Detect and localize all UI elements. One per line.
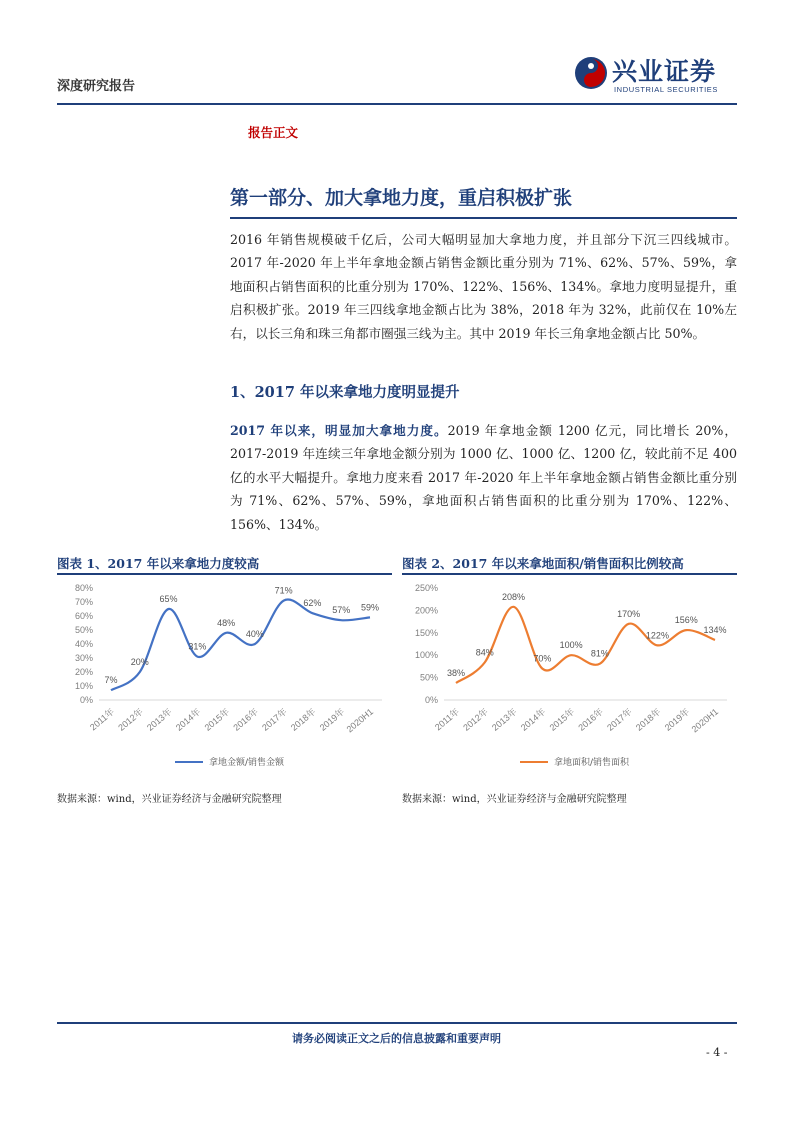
- figure-1-divider: [57, 573, 392, 575]
- figure-1-source: 数据来源：wind，兴业证券经济与金融研究院整理: [57, 794, 282, 805]
- chart-1-y-tick: 60%: [74, 611, 93, 621]
- chart-2-y-tick: 0%: [424, 695, 438, 705]
- chart-2-x-tick: 2015年: [547, 706, 577, 733]
- chart-1-legend-label: 拿地金额/销售金额: [209, 758, 285, 768]
- chart-1-x-tick: 2019年: [317, 706, 347, 733]
- chart-1-y-tick: 40%: [74, 639, 93, 649]
- chart-2-y-tick: 50%: [419, 672, 438, 683]
- chart-1-data-label: 65%: [159, 594, 178, 604]
- paragraph-2-body: 2019 年拿地金额 1200 亿元，同比增长 20%，2017-2019 年连续三年拿地金额分别为 1000 亿、1000 亿、1200 亿，较此前不足 400 亿的水平大幅提升。拿地力度来看 2017 年-2020 年上半年拿地金额占销售金额比重分别为 71%、62%、57%、59%，拿地面积占销售面积的比重分别为 170%、122%、156%、134%。: [230, 423, 738, 532]
- chart-1-x-tick: 2017年: [260, 706, 289, 733]
- chart-1-y-tick: 10%: [74, 681, 93, 691]
- part-divider: [230, 217, 737, 219]
- figure-2-title: 图表 2、2017 年以来拿地面积/销售面积比例较高: [402, 556, 684, 571]
- chart-1-data-label: 71%: [274, 585, 293, 596]
- logo-cn: 兴业证券: [612, 57, 717, 86]
- chart-1-data-label: 7%: [104, 675, 118, 686]
- chart-2-y-tick: 250%: [414, 583, 438, 593]
- chart-1-data-label: 31%: [188, 641, 207, 652]
- chart-2-x-tick: 2014年: [518, 706, 548, 733]
- paragraph-2-lead: 2017 年以来，明显加大拿地力度。: [230, 423, 448, 438]
- chart-2-data-label: 170%: [617, 608, 641, 619]
- paragraph-1: 2016 年销售规模破千亿后，公司大幅明显加大拿地力度，并且部分下沉三四线城市。2017 年-2020 年上半年拿地金额占销售金额比重分别为 71%、62%、57%、59%，拿地面积占销售面积的比重分别为 170%、122%、156%、134%。拿地力度明显提升，重启积极扩张。2019 年三四线拿地金额占比为 38%，2018 年为 32%，此前仅在 10%左右，以长三角和珠三角都市圈强三线为主。其中 2019 年长三角拿地金额占比 50%。: [230, 232, 737, 341]
- paragraph-2: [230, 419, 737, 536]
- chart-2-x-tick: 2017年: [605, 706, 634, 733]
- chart-2-data-label: 70%: [533, 653, 552, 664]
- chart-2-data-label: 208%: [502, 591, 526, 602]
- chart-1-data-label: 62%: [303, 598, 322, 609]
- chart-1-y-tick: 30%: [74, 653, 93, 663]
- footer-divider: [57, 1022, 737, 1024]
- chart-2-x-tick: 2016年: [576, 706, 606, 733]
- section-tag: 报告正文: [248, 125, 299, 140]
- company-logo: [572, 52, 737, 98]
- chart-1-x-tick: 2016年: [231, 706, 261, 733]
- part-title: 第一部分、加大拿地力度，重启积极扩张: [230, 187, 573, 209]
- logo-icon: [574, 56, 608, 90]
- chart-1-data-label: 57%: [332, 605, 351, 616]
- chart-1-y-tick: 50%: [74, 625, 93, 635]
- chart-1-data-label: 20%: [130, 657, 149, 667]
- chart-2-x-tick: 2018年: [633, 706, 663, 733]
- chart-2-x-tick: 2012年: [461, 706, 490, 733]
- chart-2-y-tick: 150%: [414, 627, 438, 638]
- chart-1-x-tick: 2013年: [145, 706, 174, 733]
- chart-2: [402, 576, 737, 776]
- chart-1-x-tick: 2015年: [202, 706, 232, 733]
- chart-2-y-tick: 200%: [414, 605, 438, 616]
- chart-2-x-tick: 2020H1: [689, 706, 721, 735]
- chart-1-series-line: [111, 600, 370, 691]
- chart-2-data-label: 134%: [703, 624, 727, 635]
- chart-1-x-tick: 2011年: [87, 706, 117, 733]
- chart-2-data-label: 84%: [475, 647, 494, 658]
- sub-title: 1、2017 年以来拿地力度明显提升: [230, 384, 460, 401]
- figure-1-title: 图表 1、2017 年以来拿地力度较高: [57, 556, 260, 571]
- chart-2-data-label: 156%: [674, 615, 698, 626]
- footer-disclaimer: 请务必阅读正文之后的信息披露和重要声明: [292, 1032, 501, 1045]
- chart-2-data-label: 100%: [559, 640, 583, 651]
- chart-2-data-label: 38%: [446, 667, 466, 678]
- chart-2-x-tick: 2013年: [490, 706, 519, 733]
- chart-1-y-tick: 70%: [74, 597, 93, 607]
- chart-1-y-tick: 0%: [79, 695, 93, 705]
- header-divider: [57, 103, 737, 105]
- chart-2-legend-label: 拿地面积/销售面积: [554, 758, 630, 768]
- chart-2-x-tick: 2019年: [662, 706, 692, 733]
- figure-2-source: 数据来源：wind，兴业证券经济与金融研究院整理: [402, 794, 627, 805]
- logo-en: INDUSTRIAL SECURITIES: [614, 85, 719, 94]
- chart-1-data-label: 40%: [245, 629, 264, 639]
- chart-1-x-tick: 2014年: [173, 706, 203, 733]
- chart-2-y-tick: 100%: [414, 650, 438, 661]
- chart-1-y-tick: 20%: [74, 667, 93, 677]
- chart-1-y-tick: 80%: [74, 583, 93, 593]
- chart-2-x-tick: 2011年: [432, 706, 462, 733]
- chart-2-data-label: 122%: [645, 630, 669, 641]
- chart-2-data-label: 81%: [590, 648, 609, 659]
- report-type: 深度研究报告: [57, 79, 136, 94]
- chart-1-x-tick: 2020H1: [344, 706, 376, 735]
- chart-1-data-label: 59%: [360, 602, 380, 613]
- chart-1: [57, 576, 392, 776]
- chart-1-x-tick: 2012年: [116, 706, 145, 733]
- chart-1-x-tick: 2018年: [288, 706, 318, 733]
- figure-2-divider: [402, 573, 737, 575]
- chart-1-data-label: 48%: [217, 617, 236, 628]
- page-number: - 4 -: [706, 1046, 728, 1059]
